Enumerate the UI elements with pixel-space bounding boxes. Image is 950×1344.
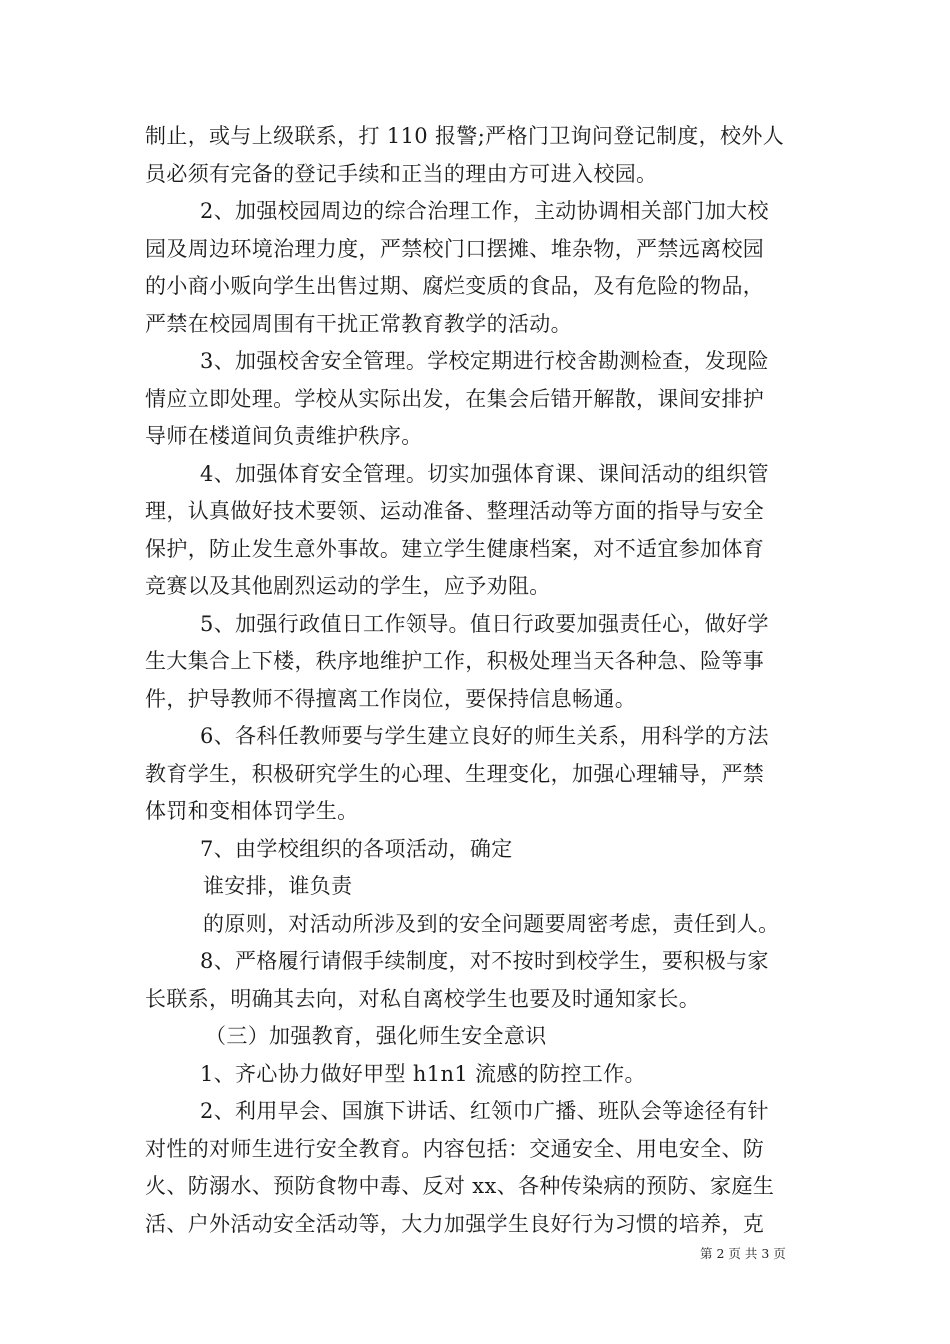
text-line: 8、严格履行请假手续制度，对不按时到校学生，要积极与家: [200, 949, 769, 973]
text-line: 对性的对师生进行安全教育。内容包括：交通安全、用电安全、防: [145, 1136, 765, 1161]
text-line: 情应立即处理。学校从实际出发，在集会后错开解散，课间安排护: [145, 386, 765, 411]
text-line: 教育学生，积极研究学生的心理、生理变化，加强心理辅导，严禁: [145, 761, 765, 786]
text-line: 的小商小贩向学生出售过期、腐烂变质的食品，及有危险的物品，: [145, 274, 765, 298]
text-line: 7、由学校组织的各项活动，确定: [200, 836, 513, 861]
text-line: 6、各科任教师要与学生建立良好的师生关系，用科学的方法: [200, 724, 769, 748]
text-line: 园及周边环境治理力度，严禁校门口摆摊、堆杂物，严禁远离校园: [145, 236, 765, 261]
text-line: 2、利用早会、国旗下讲话、红领巾广播、班队会等途径有针: [200, 1099, 769, 1123]
text-line: 活、户外活动安全活动等，大力加强学生良好行为习惯的培养，克: [145, 1211, 765, 1236]
text-line: 导师在楼道间负责维护秩序。: [145, 424, 423, 448]
text-line: （三）加强教育，强化师生安全意识: [205, 1024, 547, 1048]
page-number: 第 2 页 共 3 页: [700, 1246, 786, 1261]
text-line: 生大集合上下楼，秩序地维护工作，积极处理当天各种急、险等事: [145, 649, 765, 673]
text-line: 体罚和变相体罚学生。: [145, 799, 359, 823]
text-line: 3、加强校舍安全管理。学校定期进行校舍勘测检查，发现险: [200, 349, 769, 373]
text-line: 件，护导教师不得擅离工作岗位，要保持信息畅通。: [145, 686, 637, 711]
text-line: 理，认真做好技术要领、运动准备、整理活动等方面的指导与安全: [145, 499, 765, 523]
text-line: 火、防溺水、预防食物中毒、反对 xx、各种传染病的预防、家庭生: [145, 1174, 775, 1198]
text-line: 1、齐心协力做好甲型 h1n1 流感的防控工作。: [200, 1061, 646, 1086]
text-line: 5、加强行政值日工作领导。值日行政要加强责任心，做好学: [200, 611, 769, 636]
text-line: 制止，或与上级联系，打 110 报警;严格门卫询问登记制度，校外人: [145, 124, 785, 148]
text-line: 严禁在校园周围有干扰正常教育教学的活动。: [145, 311, 572, 336]
text-line: 谁安排，谁负责: [203, 874, 353, 898]
text-line: 员必须有完备的登记手续和正当的理由方可进入校园。: [145, 161, 658, 186]
document-body: [145, 118, 810, 1243]
text-line: 保护，防止发生意外事故。建立学生健康档案，对不适宜参加体育: [145, 536, 765, 561]
text-line: 的原则，对活动所涉及到的安全问题要周密考虑，责任到人。: [203, 911, 780, 936]
text-line: 4、加强体育安全管理。切实加强体育课、课间活动的组织管: [200, 461, 769, 486]
text-line: 2、加强校园周边的综合治理工作，主动协调相关部门加大校: [200, 199, 769, 223]
text-line: 长联系，明确其去向，对私自离校学生也要及时通知家长。: [145, 986, 701, 1011]
text-line: 竞赛以及其他剧烈运动的学生，应予劝阻。: [145, 574, 551, 598]
